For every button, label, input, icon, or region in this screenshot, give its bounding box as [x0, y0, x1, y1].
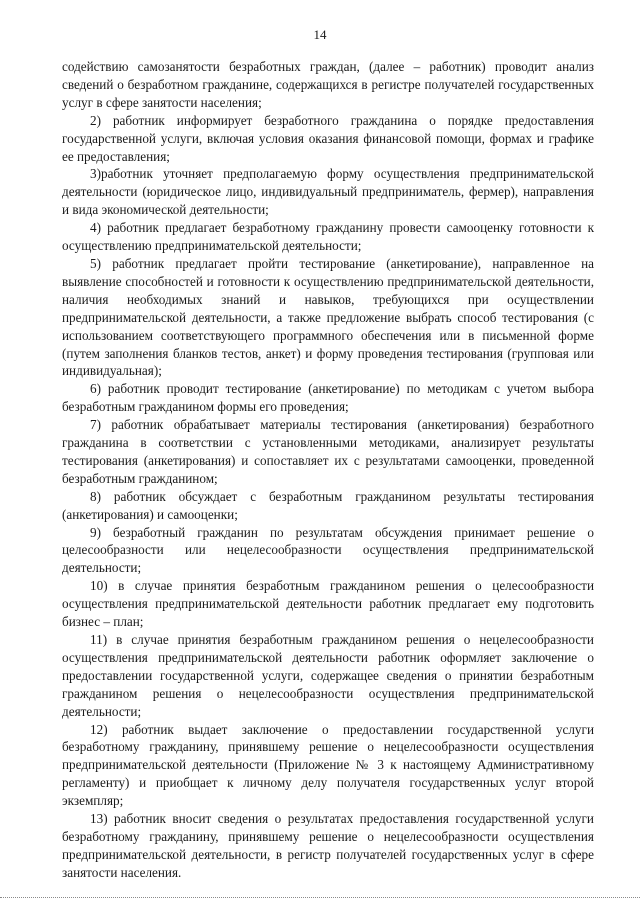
- paragraph-item-5: 5) работник предлагает пройти тестирование (анкетирование), направленное на выявление способностей и готовности к осуществлению предпринимательской деятельности, наличия необходимых знаний и навыков, требующихся при осуществлении предпринимательской деятельности, а также предложение выбрать способ тестирования (с использованием соответствующего программного обеспечения или в письменной форме (путем заполнения бланков тестов, анкет) и форму проведения тестирования (групповая или индивидуальная);: [62, 255, 594, 379]
- document-body: [62, 58, 594, 882]
- paragraph-item-13: 13) работник вносит сведения о результатах предоставления государственной услуги безработному гражданину, принявшему решение о нецелесообразности осуществления предпринимательской деятельности, в регистр получателей государственных услуг в сфере занятости населения.: [62, 811, 594, 880]
- paragraph-item-12: 12) работник выдает заключение о предоставлении государственной услуги безработному гражданину, принявшему решение о нецелесообразности осуществления предпринимательской деятельности (Приложение № 3 к настоящему Административному регламенту) и приобщает к личному делу получателя государственных услуг второй экземпляр;: [62, 721, 594, 809]
- page-number: 14: [313, 27, 327, 42]
- paragraph-continued: содействию самозанятости безработных граждан, (далее – работник) проводит анализ сведений о безработном гражданине, содержащихся в регистре получателей государственных услуг в сфере занятости населения;: [62, 59, 594, 110]
- page-bottom-rule: [0, 897, 640, 898]
- paragraph-item-11: 11) в случае принятия безработным гражданином решения о нецелесообразности осуществления предпринимательской деятельности работник оформляет заключение о предоставлении государственной услуги, содержащее сведения о принятии безработным гражданином решения о нецелесообразности осуществления предпринимательской деятельности;: [62, 632, 594, 719]
- paragraph-item-6: 6) работник проводит тестирование (анкетирование) по методикам с учетом выбора безработным гражданином формы его проведения;: [62, 381, 594, 415]
- paragraph-item-4: 4) работник предлагает безработному гражданину провести самооценку готовности к осуществлению предпринимательской деятельности;: [62, 220, 594, 254]
- paragraph-item-2: 2) работник информирует безработного гражданина о порядке предоставления государственной услуги, включая условия оказания финансовой помощи, формах и графике ее предоставления;: [62, 112, 594, 164]
- paragraph-item-9: 9) безработный гражданин по результатам обсуждения принимает решение о целесообразности или нецелесообразности осуществления предпринимательской деятельности;: [62, 524, 594, 576]
- paragraph-item-7: 7) работник обрабатывает материалы тестирования (анкетирования) безработного гражданина в соответствии с установленными методиками, анализирует результаты тестирования (анкетирования) и сопоставляет их с результатами самооценки, проведенной безработным гражданином;: [62, 417, 594, 486]
- paragraph-item-3: 3)работник уточняет предполагаемую форму осуществления предпринимательской деятельности (юридическое лицо, индивидуальный предприниматель, фермер), направления и вида экономической деятельности;: [62, 166, 594, 218]
- paragraph-item-8: 8) работник обсуждает с безработным гражданином результаты тестирования (анкетирования) и самооценки;: [62, 488, 594, 522]
- paragraph-item-10: 10) в случае принятия безработным гражданином решения о целесообразности осуществления предпринимательской деятельности работник предлагает ему подготовить бизнес – план;: [62, 578, 594, 630]
